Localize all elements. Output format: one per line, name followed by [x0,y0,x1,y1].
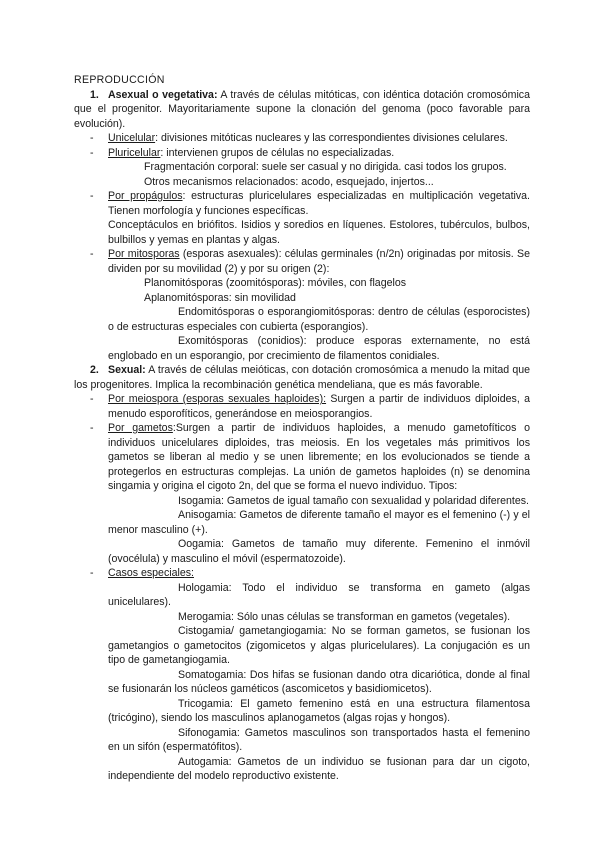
item-text: Surgen a partir de individuos diploides, a menudo esporofíticos, generándose en meiosporangios. [108,393,530,420]
item-text: : estructuras pluricelulares especializadas en multiplicación vegetativa. Tienen morfología y funciones específicas. [108,190,530,217]
subitem-planomitosporas: Planomitósporas (zoomitósporas): móviles, con flagelos [144,277,407,289]
subitem-tricogamia: Tricogamia: El gameto femenino está en una estructura filamentosa (tricógino), siendo los masculinos aplanogametos (algas rojas y hongos). [108,697,530,724]
item-label: Unicelular [108,132,156,144]
item-text: : divisiones mitóticas nucleares y las correspondientes divisiones celulares. [155,132,508,144]
document-body [74,73,530,784]
subitem-fragmentacion: Fragmentación corporal: suele ser casual y no dirigida. casi todos los grupos. [144,161,507,173]
subitem-aplanomitosporas: Aplanomitósporas: sin movilidad [144,291,296,304]
item-label: Casos especiales: [108,567,194,579]
subitem-anisogamia: Anisogamia: Gametos de diferente tamaño el mayor es el femenino (-) y el menor masculino (+). [108,509,530,536]
subitem-hologamia: Hologamia: Todo el individuo se transforma en gameto (algas unicelulares). [108,581,530,608]
list-item-casos-especiales: - Casos especiales: [90,567,194,579]
item-label: Por propágulos [108,190,183,202]
subitem-exomitosporas: Exomitósporas (conidios): produce esporas externamente, no está englobado en un esporangio, por crecimiento de filamentos conidiales. [108,335,530,362]
list-item-pluricelular: - Pluricelular: intervienen grupos de células no especializadas. [90,146,395,159]
subitem-endomitosporas: Endomitósporas o esporangiomitósporas: dentro de células (esporocistes) o de estructuras especiales con cubierta (esporangios). [108,306,530,333]
section-text: A través de células mitóticas, con idéntica dotación cromosómica que el progenitor. Mayoritariamente supone la clonación del genoma (poco favorable para evolución). [74,88,530,130]
item-label: Por gametos [108,422,173,434]
list-item-propagulos: - Por propágulos: estructuras pluricelulares especializadas en multiplicación vegetativa. Tienen morfología y funciones específicas. [90,190,530,217]
subitem-sifonogamia: Sifonogamia: Gametos masculinos son transportados hasta el femenino en un sifón (espermatófitos). [108,726,530,753]
subitem-conceptaculos: Conceptáculos en briófitos. Isidios y soredios en líquenes. Estolores, tubérculos, bulbos, bulbillos y yemas en plantas y algas. [108,219,530,246]
section-heading: Asexual o vegetativa: [108,88,218,101]
list-item-gametos: - Por gametos:Surgen a partir de individuos haploides, a menudo gametofíticos o individuos unicelulares diploides, tras meiosis. En los vegetales más primitivos los gametos se liberan al medio y se unen libremente; en los evolucionados se tiende a protegerlos en estructuras complejas. La unión de gametos haploides (n) se denomina singamia y origina el cigoto 2n, del que se forma el nuevo individuo. Tipos: [90,422,531,492]
subitem-otros: Otros mecanismos relacionados: acodo, esquejado, injertos... [144,175,434,188]
page-title: REPRODUCCIÓN [74,74,165,86]
item-label: Por mitosporas [108,248,180,260]
item-text: :Surgen a partir de individuos haploides, a menudo gametofíticos o individuos unicelulares diploides, tras meiosis. En los vegetales más primitivos los gametos se liberan al medio y se unen libremente; en los evolucionados se tiende a protegerlos en estructuras complejas. La unión de gametos haploides (n) se denomina singamia y origina el cigoto 2n, del que se forma el nuevo individuo. Tipos: [108,422,531,492]
item-text: : intervienen grupos de células no especializadas. [160,146,395,159]
subitem-oogamia: Oogamia: Gametos de tamaño muy diferente. Femenino el inmóvil (ovocélula) y masculino el móvil (espermatozoide). [108,538,530,565]
list-item-unicelular: - Unicelular: divisiones mitóticas nucleares y las correspondientes divisiones celulares. [90,132,508,144]
section-asexual [74,88,530,132]
section-number: 1. [90,88,99,101]
subitem-cistogamia: Cistogamia/ gametangiogamia: No se forman gametos, se fusionan los gametangios o gametocitos (zigomicetos y algas pluricelulares). La conjugación es un tipo de gametangiogamia. [108,625,530,666]
item-text: (esporas asexuales): células germinales (n/2n) originadas por mitosis. Se dividen por su movilidad (2) y por su origen (2): [108,248,530,275]
section-text: A través de células meióticas, con dotación cromosómica a menudo la mitad que los progenitores. Implica la recombinación genética mendeliana, que es más favorable. [74,364,530,391]
subitem-isogamia: Isogamia: Gametos de igual tamaño con sexualidad y polaridad diferentes. [178,494,529,507]
section-number: 2. [90,364,99,376]
item-label: Por meiospora (esporas sexuales haploides): [108,393,327,405]
list-item-mitosporas: - Por mitosporas (esporas asexuales): células germinales (n/2n) originadas por mitosis. Se dividen por su movilidad (2) y por su origen (2): [90,248,530,275]
subitem-merogamia: Merogamia: Sólo unas células se transforman en gametos (vegetales). [178,610,511,623]
section-heading: Sexual: [108,364,146,376]
section-sexual [74,363,530,392]
list-item-meiospora: - Por meiospora (esporas sexuales haploides): Surgen a partir de individuos diploides, a menudo esporofíticos, generándose en meiosporangios. [90,393,530,420]
subitem-autogamia: Autogamia: Gametos de un individuo se fusionan para dar un cigoto, independiente del modelo reproductivo existente. [108,755,530,782]
item-label: Pluricelular [108,146,161,159]
subitem-somatogamia: Somatogamia: Dos hifas se fusionan dando otra dicariótica, donde al final se fusionarán los núcleos gaméticos (ascomicetos y basidiomicetos). [108,668,530,695]
